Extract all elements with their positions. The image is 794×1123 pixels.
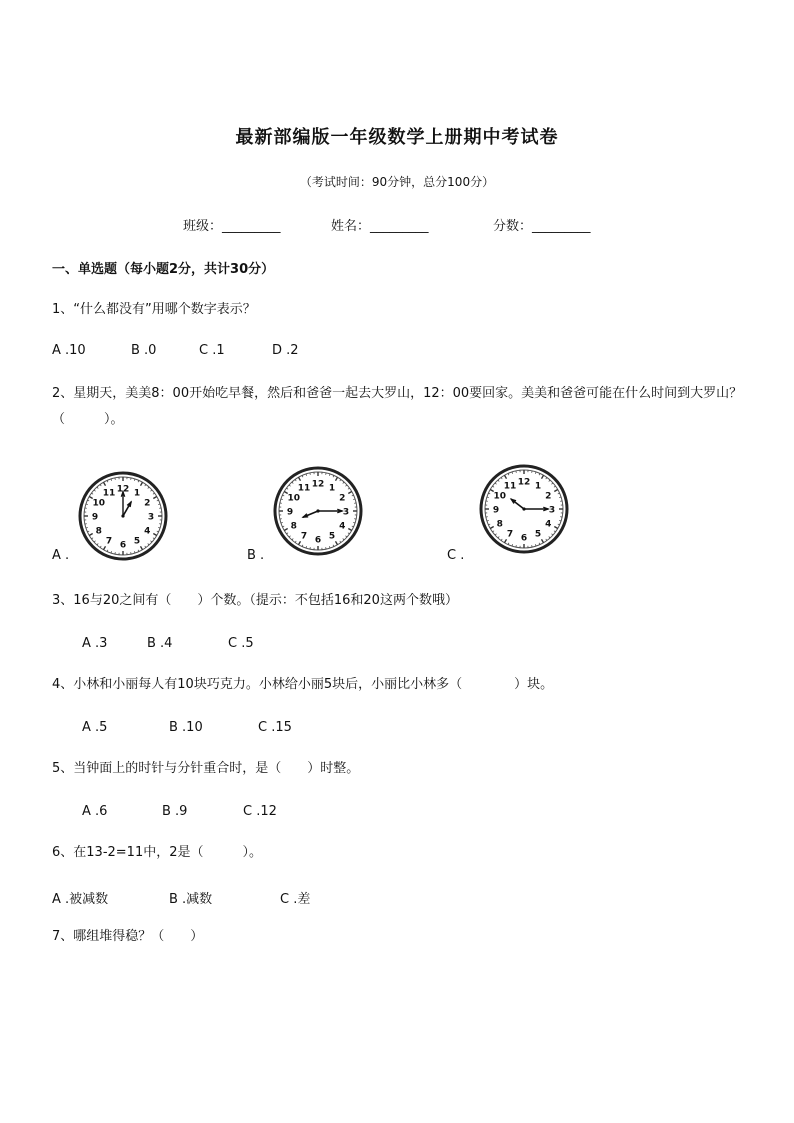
clock-number: 7 (105, 536, 113, 547)
clock-number: 8 (290, 521, 297, 532)
clock-option-a[interactable] (77, 470, 169, 562)
q2-option-b[interactable]: B . (247, 548, 265, 563)
clock-number: 7 (506, 529, 514, 540)
q5-option-b[interactable]: B .9 (162, 804, 188, 819)
clock-number: 12 (311, 479, 325, 490)
clock-center (522, 507, 525, 510)
clock-number: 6 (119, 540, 127, 551)
q4-option-a[interactable]: A .5 (82, 720, 108, 735)
clock-number: 10 (287, 493, 301, 504)
clock-number: 2 (339, 493, 346, 504)
clock-number: 3 (548, 505, 556, 516)
clock-number: 1 (328, 483, 336, 494)
clock-number: 5 (534, 529, 542, 540)
clock-center (316, 509, 319, 512)
clock-number: 11 (503, 481, 517, 492)
clock-number: 10 (493, 491, 507, 502)
clock-number: 7 (300, 531, 308, 542)
clock-number: 6 (520, 533, 528, 544)
clock-number: 6 (314, 535, 322, 546)
q6-option-b[interactable]: B .减数 (169, 892, 213, 907)
q5-option-a[interactable]: A .6 (82, 804, 108, 819)
section-heading: 一、单选题（每小题2分，共计30分） (52, 262, 275, 277)
q3-option-a[interactable]: A .3 (82, 636, 108, 651)
clock-number: 3 (147, 512, 155, 523)
clock-number: 5 (328, 531, 336, 542)
clock-number: 5 (133, 536, 141, 547)
q4-option-c[interactable]: C .15 (258, 720, 292, 735)
q4-option-b[interactable]: B .10 (169, 720, 203, 735)
question-3-options (0, 636, 794, 656)
question-6: 6、在13-2=11中，2是（ ）。 (52, 845, 262, 860)
clock-number: 4 (144, 526, 151, 537)
clock-number: 2 (144, 498, 151, 509)
q2-option-a[interactable]: A . (52, 548, 70, 563)
question-1-options (0, 343, 794, 363)
q6-option-c[interactable]: C .差 (280, 892, 311, 907)
clock-number: 11 (102, 488, 116, 499)
question-4-options (0, 720, 794, 740)
clock-number: 12 (116, 484, 130, 495)
clock-option-b[interactable] (272, 465, 364, 557)
clock-option-c[interactable] (478, 463, 570, 555)
class-field[interactable]: 班级：_________ (183, 219, 281, 234)
clock-number: 1 (133, 488, 141, 499)
score-field[interactable]: 分数：_________ (493, 219, 591, 234)
clock-number: 10 (92, 498, 106, 509)
clock-number: 9 (286, 507, 294, 518)
exam-subtitle: （考试时间：90分钟，总分100分） (299, 175, 495, 189)
clock-number: 9 (91, 512, 99, 523)
q1-option-c[interactable]: C .1 (199, 343, 225, 358)
clock-number: 1 (534, 481, 542, 492)
page-title: 最新部编版一年级数学上册期中考试卷 (235, 127, 559, 148)
question-2: 2、星期天，美美8：00开始吃早餐，然后和爸爸一起去大罗山，12：00要回家。美美和爸爸可能在什么时间到大罗山？（ ）。 (52, 386, 743, 427)
clock-number: 11 (297, 483, 311, 494)
question-3: 3、16与20之间有（ ）个数。（提示：不包括16和20这两个数哦） (52, 593, 458, 608)
clock-number: 4 (339, 521, 346, 532)
q1-option-a[interactable]: A .10 (52, 343, 86, 358)
clock-number: 4 (545, 519, 552, 530)
q6-option-a[interactable]: A .被减数 (52, 892, 109, 907)
q2-option-c[interactable]: C . (447, 548, 465, 563)
name-field[interactable]: 姓名：_________ (331, 219, 429, 234)
question-7: 7、哪组堆得稳？（ ） (52, 929, 204, 944)
clock-center (121, 514, 124, 517)
q1-option-b[interactable]: B .0 (131, 343, 157, 358)
question-1: 1、“什么都没有”用哪个数字表示？ (52, 302, 256, 317)
q3-option-b[interactable]: B .4 (147, 636, 173, 651)
clock-number: 12 (517, 477, 531, 488)
question-5-options (0, 804, 794, 824)
q1-option-d[interactable]: D .2 (272, 343, 299, 358)
clock-number: 9 (492, 505, 500, 516)
question-5: 5、当钟面上的时针与分针重合时，是（ ）时整。 (52, 761, 360, 776)
clock-number: 8 (496, 519, 503, 530)
clock-number: 3 (342, 507, 350, 518)
q3-option-c[interactable]: C .5 (228, 636, 254, 651)
clock-number: 2 (545, 491, 552, 502)
question-4: 4、小林和小丽每人有10块巧克力。小林给小丽5块后，小丽比小林多（ ）块。 (52, 677, 554, 692)
clock-number: 8 (95, 526, 102, 537)
q5-option-c[interactable]: C .12 (243, 804, 277, 819)
question-6-options (0, 888, 794, 908)
